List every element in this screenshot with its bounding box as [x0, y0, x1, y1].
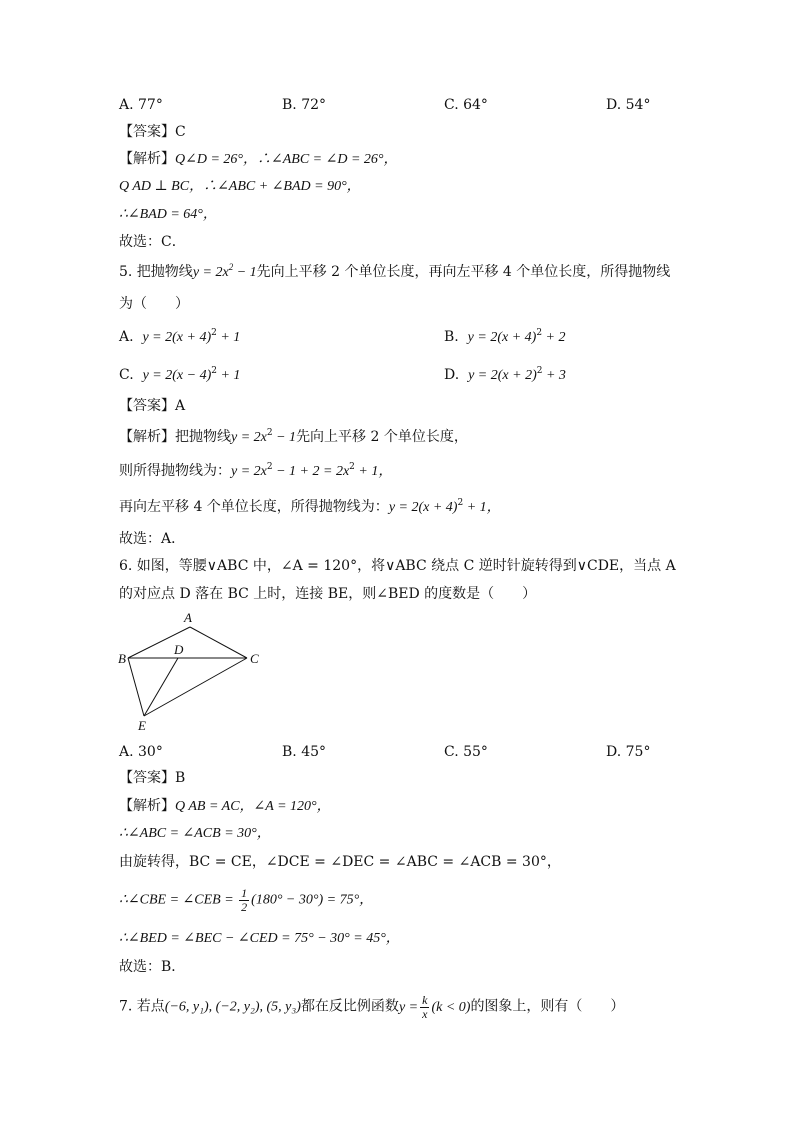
q5-conclusion: 故选：A． — [119, 531, 186, 547]
point-label-a: A — [184, 610, 192, 625]
solution-tag: 【解析】 — [119, 429, 175, 445]
option-expr: + 2 — [542, 330, 566, 345]
q7-function — [398, 993, 471, 1021]
q5-option-d — [444, 366, 566, 385]
exponent: 2 — [211, 328, 217, 338]
q6-solution-line4 — [119, 887, 373, 914]
q7-stem-text: 7. 若点 — [119, 998, 165, 1015]
q6-solution-line1 — [119, 797, 331, 816]
q4-solution-line2: Q AD ⊥ BC，∴∠ABC + ∠BAD = 90°， — [119, 179, 361, 194]
q5-option-c — [119, 366, 240, 385]
solution-math: Q∠D = 26°，∴∠ABC = ∠D = 26°， — [175, 152, 398, 167]
solution-math: y = 2x — [231, 464, 267, 479]
fraction-denominator: 2 — [241, 900, 248, 914]
solution-math: y = 2(x + 4) — [388, 500, 458, 515]
q6-option-a: A. 30° — [119, 744, 163, 760]
q6-option-c: C. 55° — [444, 744, 488, 760]
solution-text: 则所得抛物线为： — [119, 463, 231, 479]
exponent: 2 — [536, 366, 543, 376]
q5-solution-line2 — [119, 462, 392, 481]
solution-math: ∴∠CBE = ∠CEB = — [119, 892, 234, 908]
point-label-d: D — [174, 642, 184, 657]
fraction-k-over-x — [420, 994, 429, 1021]
point-label-e: E — [138, 718, 146, 733]
q5-solution-line1 — [119, 428, 468, 447]
q4-solution-line3: ∴∠BAD = 64°， — [119, 207, 217, 222]
exponent: 2 — [266, 428, 273, 438]
option-label: C. — [119, 367, 134, 383]
solution-text: 把抛物线 — [175, 429, 231, 445]
segment-ac — [190, 627, 247, 658]
option-expr: y = 2(x + 4) — [467, 330, 537, 345]
q5-option-b — [444, 328, 566, 347]
fraction-denominator: x — [422, 1007, 428, 1021]
math-expr: (k < 0) — [431, 999, 471, 1015]
q4-solution-line1 — [119, 150, 398, 169]
point-label-c: C — [250, 651, 259, 666]
solution-math: y = 2x — [231, 430, 267, 445]
solution-tag: 【解析】 — [119, 151, 175, 167]
exponent: 2 — [349, 462, 355, 472]
q4-option-d: D. 54° — [606, 97, 651, 113]
solution-text: 先向上平移 2 个单位长度， — [296, 429, 468, 445]
option-label: A. — [119, 329, 134, 345]
option-expr: + 1 — [216, 368, 241, 383]
q6-stem-line1: 6. 如图，等腰∨ABC 中，∠A = 120°，将∨ABC 绕点 C 逆时针旋转得到∨CDE，当点 A — [119, 558, 676, 574]
segment-be — [128, 658, 144, 716]
q7-stem — [119, 994, 624, 1021]
q4-option-c: C. 64° — [444, 97, 488, 113]
solution-math: + 1， — [354, 464, 393, 479]
exponent: 2 — [457, 498, 464, 508]
option-label: D. — [444, 367, 460, 383]
q4-conclusion: 故选：C． — [119, 234, 186, 250]
q5-stem-text: 5. 把抛物线 — [119, 264, 193, 280]
q5-stem-function — [192, 262, 257, 280]
option-expr: + 1 — [216, 330, 241, 345]
exponent: 2 — [228, 262, 234, 272]
exponent: 2 — [536, 328, 543, 338]
q5-stem-line1 — [119, 263, 670, 282]
q4-option-b: B. 72° — [282, 97, 327, 113]
q7-stem-text: 都在反比例函数 — [300, 998, 399, 1015]
exponent: 2 — [211, 366, 217, 376]
q6-option-d: D. 75° — [606, 744, 651, 760]
q7-points: (−6, y₁), (−2, y₂), (5, y₃) — [164, 999, 301, 1015]
option-expr: y = 2(x + 2) — [468, 368, 537, 383]
q6-solution-line2: ∴∠ABC = ∠ACB = 30°， — [119, 826, 271, 841]
math-expr: − 1 — [233, 265, 257, 280]
math-expr: y = — [398, 999, 419, 1015]
segment-ce — [144, 658, 247, 716]
q6-answer: 【答案】B — [119, 770, 186, 786]
solution-math: − 1 + 2 = 2x — [272, 464, 350, 479]
q6-solution-line5: ∴∠BED = ∠BEC − ∠CED = 75° − 30° = 45°， — [119, 931, 400, 946]
option-expr: y = 2(x − 4) — [142, 368, 212, 383]
option-label: B. — [444, 329, 459, 345]
fraction-one-half — [239, 887, 249, 914]
q5-stem-text: 先向上平移 2 个单位长度，再向左平移 4 个单位长度，所得抛物线 — [256, 264, 671, 280]
q5-option-a — [119, 328, 240, 347]
math-expr: y = 2x — [192, 265, 229, 280]
q4-option-a: A. 77° — [119, 97, 163, 113]
q5-answer: 【答案】A — [119, 398, 186, 414]
q6-option-b: B. 45° — [282, 744, 327, 760]
option-expr: + 3 — [542, 368, 566, 383]
solution-math: (180° − 30°) = 75°， — [251, 892, 374, 908]
fraction-numerator: k — [422, 993, 428, 1007]
fraction-numerator: 1 — [241, 886, 248, 900]
q6-conclusion: 故选：B． — [119, 959, 186, 975]
q4-answer: 【答案】C — [119, 124, 186, 140]
solution-math: Q AB = AC，∠A = 120°， — [175, 799, 331, 814]
q7-stem-text: 的图象上，则有（ ） — [470, 998, 625, 1015]
solution-text: 再向左平移 4 个单位长度，所得抛物线为： — [119, 499, 389, 515]
exponent: 2 — [266, 462, 273, 472]
q6-triangle-figure — [110, 608, 270, 736]
q5-stem-line2: 为（ ） — [119, 296, 189, 312]
q6-solution-line3: 由旋转得，BC = CE，∠DCE = ∠DEC = ∠ABC = ∠ACB = 30°， — [119, 854, 561, 870]
point-label-b: B — [118, 651, 126, 666]
q5-solution-line3 — [119, 498, 501, 517]
solution-math: + 1， — [463, 500, 501, 515]
q6-stem-line2: 的对应点 D 落在 BC 上时，连接 BE，则∠BED 的度数是（ ） — [119, 586, 537, 602]
solution-math: − 1 — [272, 430, 297, 445]
solution-tag: 【解析】 — [119, 798, 175, 814]
option-expr: y = 2(x + 4) — [142, 330, 212, 345]
segment-de — [144, 658, 178, 716]
